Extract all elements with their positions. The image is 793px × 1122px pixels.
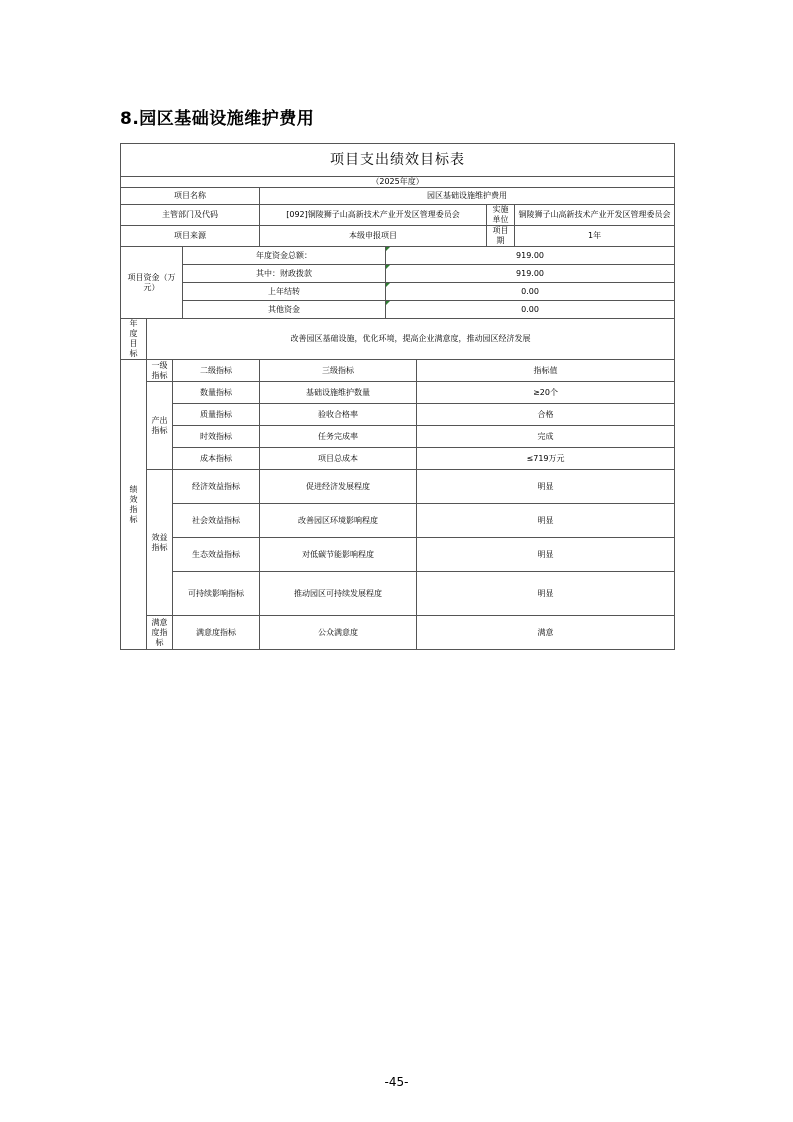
benefit-l2: 生态效益指标 xyxy=(173,538,260,572)
fund-value-text: 919.00 xyxy=(516,250,545,260)
head-val: 指标值 xyxy=(417,360,675,382)
cell-marker xyxy=(386,301,390,305)
benefit-l3: 对低碳节能影响程度 xyxy=(260,538,417,572)
perf-label: 绩效指标 xyxy=(121,360,147,650)
head-l1: 一级指标 xyxy=(147,360,173,382)
fund-value xyxy=(386,265,675,283)
satisfaction-l2: 满意度指标 xyxy=(173,616,260,650)
output-val: ≥20个 xyxy=(417,382,675,404)
cell-marker xyxy=(386,247,390,251)
period-label: 项目期 xyxy=(487,226,515,247)
funds-label: 项目资金（万元） xyxy=(121,247,183,319)
output-l3: 项目总成本 xyxy=(260,448,417,470)
period-value: 1年 xyxy=(515,226,675,247)
benefit-val: 明显 xyxy=(417,504,675,538)
cell-marker xyxy=(386,265,390,269)
fund-value xyxy=(386,301,675,319)
fund-value xyxy=(386,247,675,265)
head-l2: 二级指标 xyxy=(173,360,260,382)
fund-value xyxy=(386,283,675,301)
fund-label: 其他资金 xyxy=(183,301,386,319)
satisfaction-l3: 公众满意度 xyxy=(260,616,417,650)
benefit-label: 效益指标 xyxy=(147,470,173,616)
benefit-val: 明显 xyxy=(417,572,675,616)
source-label: 项目来源 xyxy=(121,226,260,247)
output-val: 合格 xyxy=(417,404,675,426)
output-val: ≤719万元 xyxy=(417,448,675,470)
output-l2: 数量指标 xyxy=(173,382,260,404)
dept-value: [092]铜陵狮子山高新技术产业开发区管理委员会 xyxy=(260,205,487,226)
project-name-label: 项目名称 xyxy=(121,188,260,205)
table-title: 项目支出绩效目标表 xyxy=(121,144,675,177)
output-l3: 验收合格率 xyxy=(260,404,417,426)
satisfaction-val: 满意 xyxy=(417,616,675,650)
output-l2: 质量指标 xyxy=(173,404,260,426)
benefit-l3: 促进经济发展程度 xyxy=(260,470,417,504)
impl-label: 实施单位 xyxy=(487,205,515,226)
output-l2: 时效指标 xyxy=(173,426,260,448)
fund-label: 年度资金总额： xyxy=(183,247,386,265)
fund-label: 其中：财政拨款 xyxy=(183,265,386,283)
project-name-value: 园区基础设施维护费用 xyxy=(260,188,675,205)
benefit-l3: 推动园区可持续发展程度 xyxy=(260,572,417,616)
fund-value-text: 0.00 xyxy=(521,286,539,296)
fund-value-text: 919.00 xyxy=(516,268,545,278)
output-l3: 基础设施维护数量 xyxy=(260,382,417,404)
output-l2: 成本指标 xyxy=(173,448,260,470)
section-title: 8.园区基础设施维护费用 xyxy=(120,109,315,129)
benefit-l2: 经济效益指标 xyxy=(173,470,260,504)
source-value: 本级申报项目 xyxy=(260,226,487,247)
benefit-val: 明显 xyxy=(417,538,675,572)
annual-goal-value: 改善园区基础设施，优化环境，提高企业满意度，推动园区经济发展 xyxy=(147,319,675,360)
cell-marker xyxy=(386,283,390,287)
table-year: （2025年度） xyxy=(121,177,675,188)
benefit-l3: 改善园区环境影响程度 xyxy=(260,504,417,538)
performance-goal-table xyxy=(120,143,675,650)
page-number: -45- xyxy=(384,1075,409,1089)
impl-value: 铜陵狮子山高新技术产业开发区管理委员会 xyxy=(515,205,675,226)
dept-label: 主管部门及代码 xyxy=(121,205,260,226)
output-val: 完成 xyxy=(417,426,675,448)
benefit-l2: 社会效益指标 xyxy=(173,504,260,538)
fund-value-text: 0.00 xyxy=(521,304,539,314)
annual-goal-label: 年度目标 xyxy=(121,319,147,360)
benefit-l2: 可持续影响指标 xyxy=(173,572,260,616)
output-label: 产出指标 xyxy=(147,382,173,470)
head-l3: 三级指标 xyxy=(260,360,417,382)
output-l3: 任务完成率 xyxy=(260,426,417,448)
satisfaction-label: 满意度指标 xyxy=(147,616,173,650)
fund-label: 上年结转 xyxy=(183,283,386,301)
benefit-val: 明显 xyxy=(417,470,675,504)
